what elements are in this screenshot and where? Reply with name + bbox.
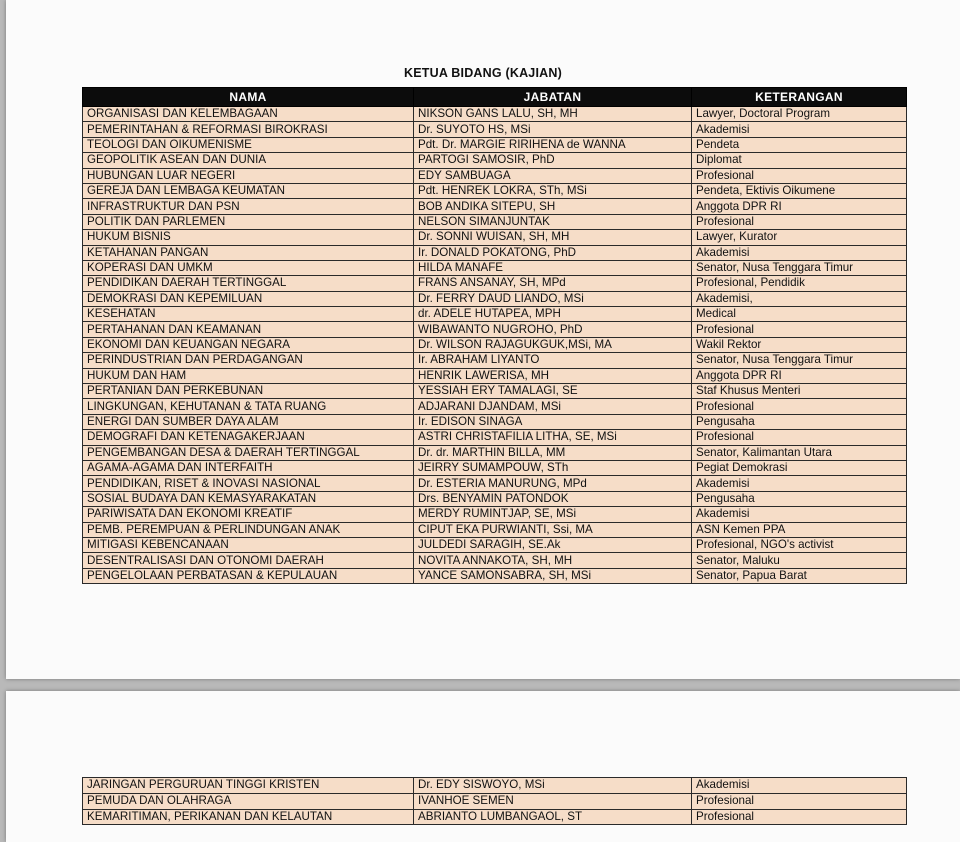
table-row	[83, 307, 907, 322]
cell-nama: EKONOMI DAN KEUANGAN NEGARA	[83, 337, 414, 352]
cell-nama: AGAMA-AGAMA DAN INTERFAITH	[83, 460, 414, 475]
cell-jabatan: Dr. SUYOTO HS, MSi	[414, 122, 692, 137]
table-row	[83, 137, 907, 152]
table-row	[83, 568, 907, 583]
cell-keterangan: Anggota DPR RI	[692, 368, 907, 383]
table-row	[83, 445, 907, 460]
table-row	[83, 260, 907, 275]
ketua-bidang-table	[82, 87, 907, 584]
cell-jabatan: FRANS ANSANAY, SH, MPd	[414, 276, 692, 291]
cell-jabatan: JEIRRY SUMAMPOUW, STh	[414, 460, 692, 475]
cell-nama: HUKUM DAN HAM	[83, 368, 414, 383]
cell-nama: SOSIAL BUDAYA DAN KEMASYARAKATAN	[83, 491, 414, 506]
cell-keterangan: Pengusaha	[692, 414, 907, 429]
cell-nama: PERINDUSTRIAN DAN PERDAGANGAN	[83, 353, 414, 368]
cell-jabatan: Ir. EDISON SINAGA	[414, 414, 692, 429]
cell-nama: JARINGAN PERGURUAN TINGGI KRISTEN	[83, 778, 414, 794]
table-row	[83, 322, 907, 337]
ketua-bidang-table-continued	[82, 777, 907, 825]
cell-keterangan: Senator, Kalimantan Utara	[692, 445, 907, 460]
cell-jabatan: BOB ANDIKA SITEPU, SH	[414, 199, 692, 214]
cell-jabatan: Dr. dr. MARTHIN BILLA, MM	[414, 445, 692, 460]
document-page-2	[6, 691, 960, 842]
cell-jabatan: dr. ADELE HUTAPEA, MPH	[414, 307, 692, 322]
cell-nama: PENGELOLAAN PERBATASAN & KEPULAUAN	[83, 568, 414, 583]
table-row	[83, 245, 907, 260]
cell-jabatan: Ir. DONALD POKATONG, PhD	[414, 245, 692, 260]
table-row	[83, 414, 907, 429]
cell-nama: KETAHANAN PANGAN	[83, 245, 414, 260]
cell-nama: PENGEMBANGAN DESA & DAERAH TERTINGGAL	[83, 445, 414, 460]
cell-jabatan: HILDA MANAFE	[414, 260, 692, 275]
cell-keterangan: Akademisi	[692, 778, 907, 794]
table-row	[83, 809, 907, 825]
cell-nama: DEMOGRAFI DAN KETENAGAKERJAAN	[83, 430, 414, 445]
cell-jabatan: WIBAWANTO NUGROHO, PhD	[414, 322, 692, 337]
cell-jabatan: Pdt. Dr. MARGIE RIRIHENA de WANNA	[414, 137, 692, 152]
cell-keterangan: Profesional	[692, 214, 907, 229]
header-keterangan: KETERANGAN	[692, 88, 907, 107]
cell-nama: ENERGI DAN SUMBER DAYA ALAM	[83, 414, 414, 429]
table-row	[83, 107, 907, 122]
cell-jabatan: ABRIANTO LUMBANGAOL, ST	[414, 809, 692, 825]
cell-keterangan: Senator, Nusa Tenggara Timur	[692, 260, 907, 275]
cell-nama: GEREJA DAN LEMBAGA KEUMATAN	[83, 183, 414, 198]
cell-keterangan: Pendeta, Ektivis Oikumene	[692, 183, 907, 198]
cell-keterangan: Profesional	[692, 399, 907, 414]
table-row	[83, 384, 907, 399]
document-title: KETUA BIDANG (KAJIAN)	[404, 66, 562, 80]
cell-jabatan: IVANHOE SEMEN	[414, 793, 692, 809]
cell-keterangan: Pegiat Demokrasi	[692, 460, 907, 475]
table-row	[83, 553, 907, 568]
cell-keterangan: Pengusaha	[692, 491, 907, 506]
table-row	[83, 368, 907, 383]
cell-keterangan: Profesional	[692, 168, 907, 183]
table-row	[83, 153, 907, 168]
cell-keterangan: Profesional, Pendidik	[692, 276, 907, 291]
cell-nama: GEOPOLITIK ASEAN DAN DUNIA	[83, 153, 414, 168]
table-body-page-1	[83, 107, 907, 584]
cell-nama: PEMB. PEREMPUAN & PERLINDUNGAN ANAK	[83, 522, 414, 537]
cell-keterangan: Lawyer, Kurator	[692, 230, 907, 245]
cell-keterangan: Wakil Rektor	[692, 337, 907, 352]
cell-keterangan: Senator, Nusa Tenggara Timur	[692, 353, 907, 368]
cell-jabatan: HENRIK LAWERISA, MH	[414, 368, 692, 383]
cell-nama: TEOLOGI DAN OIKUMENISME	[83, 137, 414, 152]
cell-keterangan: Pendeta	[692, 137, 907, 152]
cell-nama: INFRASTRUKTUR DAN PSN	[83, 199, 414, 214]
cell-jabatan: JULDEDI SARAGIH, SE.Ak	[414, 537, 692, 552]
table-row	[83, 214, 907, 229]
cell-jabatan: Dr. ESTERIA MANURUNG, MPd	[414, 476, 692, 491]
cell-jabatan: Dr. WILSON RAJAGUKGUK,MSi, MA	[414, 337, 692, 352]
cell-keterangan: Akademisi	[692, 476, 907, 491]
table-row	[83, 230, 907, 245]
cell-nama: HUBUNGAN LUAR NEGERI	[83, 168, 414, 183]
cell-nama: ORGANISASI DAN KELEMBAGAAN	[83, 107, 414, 122]
document-page-1	[6, 0, 960, 679]
table-row	[83, 122, 907, 137]
table-row	[83, 199, 907, 214]
cell-nama: PERTANIAN DAN PERKEBUNAN	[83, 384, 414, 399]
cell-keterangan: Akademisi	[692, 507, 907, 522]
cell-jabatan: NIKSON GANS LALU, SH, MH	[414, 107, 692, 122]
cell-nama: KESEHATAN	[83, 307, 414, 322]
table-row	[83, 399, 907, 414]
cell-jabatan: Dr. FERRY DAUD LIANDO, MSi	[414, 291, 692, 306]
cell-keterangan: Akademisi,	[692, 291, 907, 306]
table-row	[83, 778, 907, 794]
table-row	[83, 476, 907, 491]
cell-keterangan: Staf Khusus Menteri	[692, 384, 907, 399]
cell-jabatan: Dr. EDY SISWOYO, MSi	[414, 778, 692, 794]
cell-nama: KEMARITIMAN, PERIKANAN DAN KELAUTAN	[83, 809, 414, 825]
cell-keterangan: Senator, Papua Barat	[692, 568, 907, 583]
cell-nama: PENDIDIKAN DAERAH TERTINGGAL	[83, 276, 414, 291]
cell-keterangan: Profesional	[692, 322, 907, 337]
cell-keterangan: Profesional	[692, 430, 907, 445]
cell-nama: PEMUDA DAN OLAHRAGA	[83, 793, 414, 809]
cell-keterangan: Profesional, NGO's activist	[692, 537, 907, 552]
cell-keterangan: Senator, Maluku	[692, 553, 907, 568]
cell-keterangan: Akademisi	[692, 245, 907, 260]
table-body-page-2	[83, 778, 907, 825]
cell-nama: POLITIK DAN PARLEMEN	[83, 214, 414, 229]
cell-jabatan: YESSIAH ERY TAMALAGI, SE	[414, 384, 692, 399]
cell-nama: KOPERASI DAN UMKM	[83, 260, 414, 275]
table-row	[83, 793, 907, 809]
cell-jabatan: Pdt. HENREK LOKRA, STh, MSi	[414, 183, 692, 198]
cell-jabatan: Drs. BENYAMIN PATONDOK	[414, 491, 692, 506]
cell-jabatan: MERDY RUMINTJAP, SE, MSi	[414, 507, 692, 522]
table-row	[83, 353, 907, 368]
cell-jabatan: Ir. ABRAHAM LIYANTO	[414, 353, 692, 368]
table-row	[83, 168, 907, 183]
cell-jabatan: ASTRI CHRISTAFILIA LITHA, SE, MSi	[414, 430, 692, 445]
header-jabatan: JABATAN	[414, 88, 692, 107]
cell-jabatan: CIPUT EKA PURWIANTI, Ssi, MA	[414, 522, 692, 537]
cell-keterangan: Anggota DPR RI	[692, 199, 907, 214]
cell-keterangan: Profesional	[692, 793, 907, 809]
table-row	[83, 291, 907, 306]
cell-jabatan: PARTOGI SAMOSIR, PhD	[414, 153, 692, 168]
cell-keterangan: Lawyer, Doctoral Program	[692, 107, 907, 122]
cell-keterangan: Medical	[692, 307, 907, 322]
table-row	[83, 276, 907, 291]
table-row	[83, 460, 907, 475]
table-row	[83, 507, 907, 522]
cell-jabatan: EDY SAMBUAGA	[414, 168, 692, 183]
cell-jabatan: NELSON SIMANJUNTAK	[414, 214, 692, 229]
cell-nama: MITIGASI KEBENCANAAN	[83, 537, 414, 552]
table-row	[83, 183, 907, 198]
cell-nama: PEMERINTAHAN & REFORMASI BIROKRASI	[83, 122, 414, 137]
cell-nama: HUKUM BISNIS	[83, 230, 414, 245]
cell-nama: PARIWISATA DAN EKONOMI KREATIF	[83, 507, 414, 522]
cell-nama: DESENTRALISASI DAN OTONOMI DAERAH	[83, 553, 414, 568]
cell-keterangan: ASN Kemen PPA	[692, 522, 907, 537]
cell-jabatan: Dr. SONNI WUISAN, SH, MH	[414, 230, 692, 245]
table-row	[83, 337, 907, 352]
cell-nama: DEMOKRASI DAN KEPEMILUAN	[83, 291, 414, 306]
header-nama: NAMA	[83, 88, 414, 107]
table-row	[83, 430, 907, 445]
cell-keterangan: Profesional	[692, 809, 907, 825]
table-row	[83, 537, 907, 552]
cell-jabatan: NOVITA ANNAKOTA, SH, MH	[414, 553, 692, 568]
cell-nama: PENDIDIKAN, RISET & INOVASI NASIONAL	[83, 476, 414, 491]
table-header-row	[83, 88, 907, 107]
table-row	[83, 491, 907, 506]
cell-nama: LINGKUNGAN, KEHUTANAN & TATA RUANG	[83, 399, 414, 414]
cell-nama: PERTAHANAN DAN KEAMANAN	[83, 322, 414, 337]
cell-keterangan: Akademisi	[692, 122, 907, 137]
cell-jabatan: YANCE SAMONSABRA, SH, MSi	[414, 568, 692, 583]
cell-jabatan: ADJARANI DJANDAM, MSi	[414, 399, 692, 414]
table-row	[83, 522, 907, 537]
cell-keterangan: Diplomat	[692, 153, 907, 168]
